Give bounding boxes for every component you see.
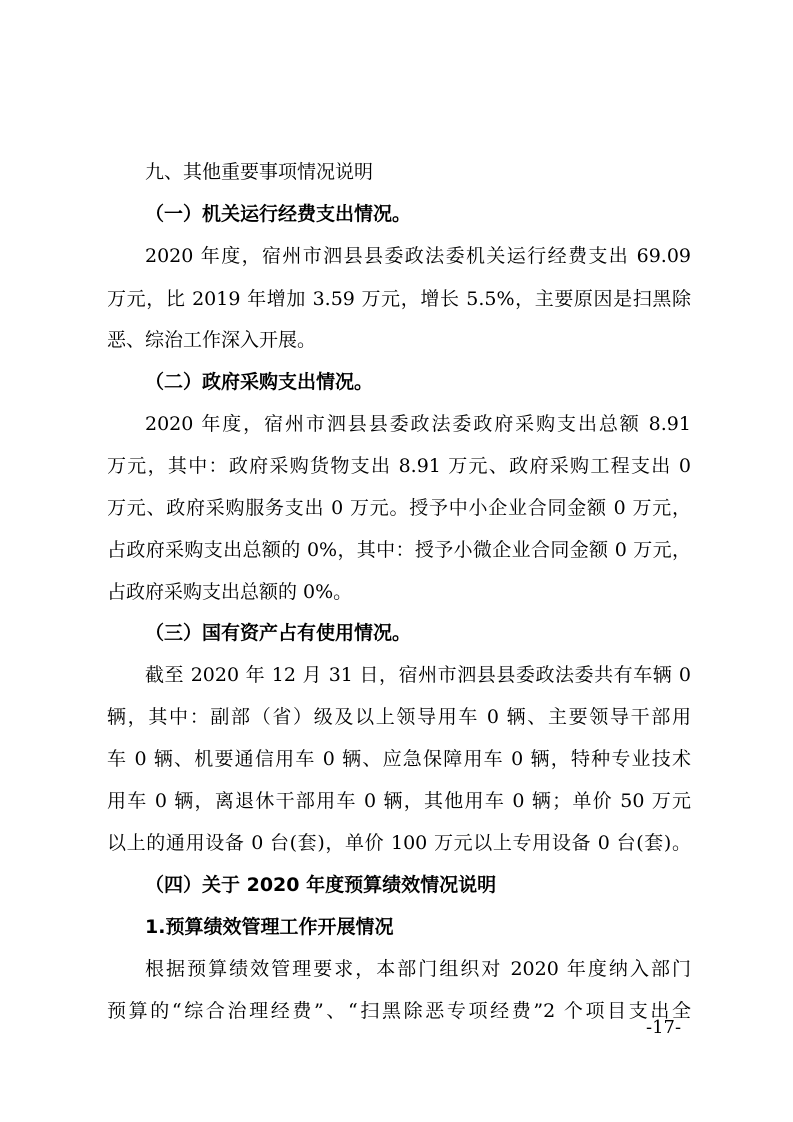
subsection-title-4-1: 1.预算绩效管理工作开展情况 <box>145 916 394 938</box>
paragraph-2-line-2: 万元，其中：政府采购货物支出 8.91 万元、政府采购工程支出 0 <box>107 455 691 477</box>
paragraph-3-line-1: 截至 2020 年 12 月 31 日，宿州市泗县县委政法委共有车辆 0 <box>145 664 691 686</box>
subsection-title-2: （二）政府采购支出情况。 <box>145 371 374 393</box>
subsection-title-3: （三）国有资产占有使用情况。 <box>145 622 412 644</box>
paragraph-4-line-2: 预算的“综合治理经费”、“扫黑除恶专项经费”2 个项目支出全 <box>107 1000 691 1022</box>
paragraph-1-line-2: 万元，比 2019 年增加 3.59 万元，增长 5.5%，主要原因是扫黑除 <box>107 288 691 310</box>
paragraph-1-line-3: 恶、综治工作深入开展。 <box>107 329 317 351</box>
paragraph-3-line-2: 辆，其中：副部（省）级及以上领导用车 0 辆、主要领导干部用 <box>107 706 691 728</box>
paragraph-1-line-1: 2020 年度，宿州市泗县县委政法委机关运行经费支出 69.09 <box>145 245 691 267</box>
paragraph-2-line-1: 2020 年度，宿州市泗县县委政法委政府采购支出总额 8.91 <box>145 413 691 435</box>
paragraph-3-line-3: 车 0 辆、机要通信用车 0 辆、应急保障用车 0 辆，特种专业技术 <box>107 748 691 770</box>
paragraph-4-line-1: 根据预算绩效管理要求，本部门组织对 2020 年度纳入部门 <box>145 958 691 980</box>
subsection-title-1: （一）机关运行经费支出情况。 <box>145 203 412 225</box>
paragraph-2-line-4: 占政府采购支出总额的 0%，其中：授予小微企业合同金额 0 万元， <box>107 539 691 561</box>
paragraph-3-line-4: 用车 0 辆，离退休干部用车 0 辆，其他用车 0 辆；单价 50 万元 <box>107 790 691 812</box>
paragraph-3-line-5: 以上的通用设备 0 台(套)，单价 100 万元以上专用设备 0 台(套)。 <box>107 832 691 854</box>
subsection-title-4: （四）关于 2020 年度预算绩效情况说明 <box>145 874 497 896</box>
section-heading-9: 九、其他重要事项情况说明 <box>145 161 374 183</box>
paragraph-2-line-5: 占政府采购支出总额的 0%。 <box>107 581 353 603</box>
paragraph-2-line-3: 万元、政府采购服务支出 0 万元。授予中小企业合同金额 0 万元， <box>107 497 691 519</box>
page-number: -17- <box>646 1017 682 1038</box>
